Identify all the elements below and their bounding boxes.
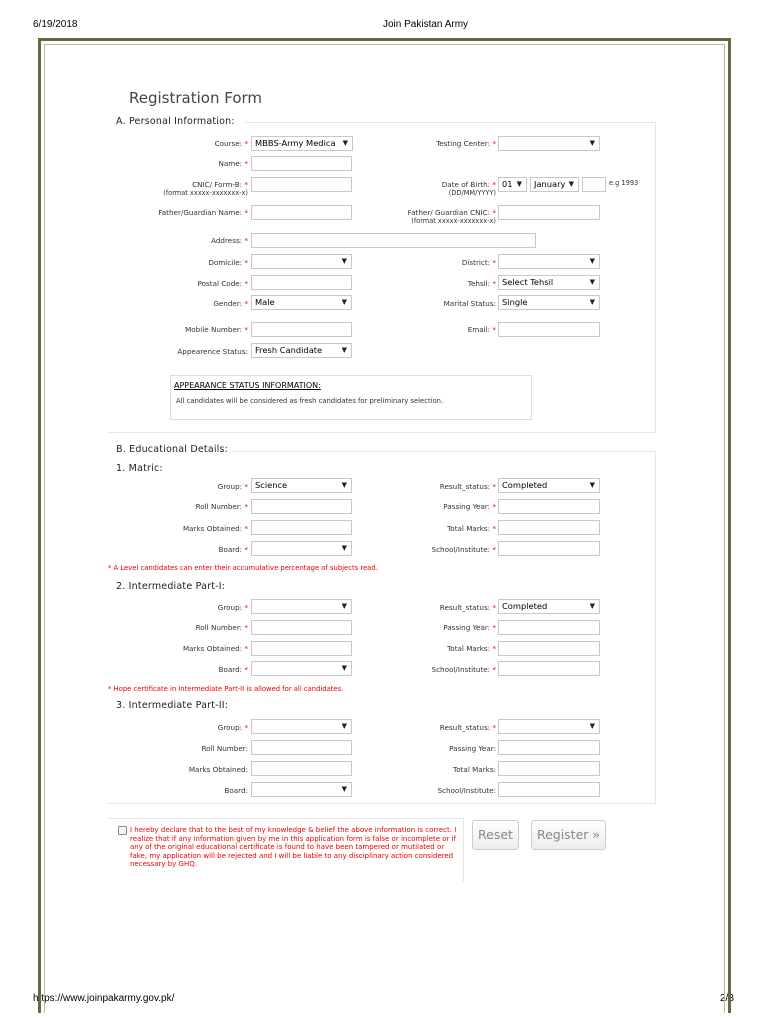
postal-code-input[interactable] <box>251 275 352 290</box>
matric-school-input[interactable] <box>498 541 600 556</box>
matric-total-label: Total Marks: * <box>447 524 496 533</box>
matric-year-input[interactable] <box>498 499 600 514</box>
inter1-year-input[interactable] <box>498 620 600 635</box>
fieldset-border <box>108 432 656 433</box>
chevron-down-icon: ▼ <box>341 664 347 672</box>
inter1-board-label: Board: * <box>218 665 248 674</box>
mobile-input[interactable] <box>251 322 352 337</box>
dob-format-hint: (DD/MM/YYYY) <box>448 189 496 197</box>
father-name-label: Father/Guardian Name: * <box>158 208 248 217</box>
print-url: https://www.joinpakarmy.gov.pk/ <box>33 993 175 1004</box>
tehsil-select[interactable]: Select Tehsil ▼ <box>498 275 600 290</box>
matric-note: * A Level candidates can enter their accumulative percentage of subjects read. <box>108 564 378 572</box>
inter1-roll-input[interactable] <box>251 620 352 635</box>
page-title: Registration Form <box>129 89 263 107</box>
inter1-group-select[interactable] <box>251 599 352 614</box>
inter1-year-label: Passing Year: * <box>443 623 496 632</box>
email-input[interactable] <box>498 322 600 337</box>
postal-code-label: Postal Code: * <box>197 279 248 288</box>
register-button[interactable]: Register » <box>531 820 606 850</box>
matric-result-select[interactable]: Completed ▼ <box>498 478 600 493</box>
inter1-note: * Hope certificate in Intermediate Part-II is allowed for all candidates. <box>108 685 344 693</box>
chevron-down-icon: ▼ <box>589 298 595 306</box>
fieldset-border <box>655 122 656 432</box>
inter2-result-select[interactable] <box>498 719 600 734</box>
cnic-format-hint: (format xxxxx-xxxxxxx-x) <box>163 189 248 197</box>
matric-group-label: Group: * <box>217 482 248 491</box>
declaration-border <box>108 818 463 819</box>
chevron-down-icon: ▼ <box>341 722 347 730</box>
inter1-total-input[interactable] <box>498 641 600 656</box>
fieldset-border <box>655 451 656 803</box>
inter1-school-input[interactable] <box>498 661 600 676</box>
inter1-total-label: Total Marks: * <box>447 644 496 653</box>
inter1-school-label: School/Institute: * <box>431 665 496 674</box>
inter2-group-select[interactable] <box>251 719 352 734</box>
inter1-marks-label: Marks Obtained: * <box>182 644 248 653</box>
inter1-board-select[interactable] <box>251 661 352 676</box>
dob-year-hint: e.g 1993 <box>609 179 639 187</box>
course-label: Course: * <box>214 139 248 148</box>
inter1-marks-input[interactable] <box>251 641 352 656</box>
matric-roll-input[interactable] <box>251 499 352 514</box>
chevron-down-icon: ▼ <box>516 180 522 188</box>
chevron-down-icon: ▼ <box>341 602 347 610</box>
dob-month-select[interactable]: January ▼ <box>530 177 579 192</box>
inter1-group-label: Group: * <box>217 603 248 612</box>
address-input[interactable] <box>251 233 536 248</box>
inter2-board-label: Board: <box>224 786 248 795</box>
inter1-heading: 2. Intermediate Part-I: <box>116 581 226 592</box>
inter2-marks-label: Marks Obtained: <box>188 765 248 774</box>
fieldset-border <box>245 122 655 123</box>
matric-board-label: Board: * <box>218 545 248 554</box>
father-cnic-label: Father/ Guardian CNIC: * <box>407 208 496 217</box>
name-input[interactable] <box>251 156 352 171</box>
matric-total-input[interactable] <box>498 520 600 535</box>
inter2-roll-input[interactable] <box>251 740 352 755</box>
reset-button[interactable]: Reset <box>472 820 519 850</box>
gender-select[interactable]: Male ▼ <box>251 295 352 310</box>
inter1-result-select[interactable]: Completed ▼ <box>498 599 600 614</box>
chevron-down-icon: ▼ <box>341 544 347 552</box>
father-cnic-input[interactable] <box>498 205 600 220</box>
appearance-status-select[interactable]: Fresh Candidate ▼ <box>251 343 352 358</box>
inter2-group-label: Group: * <box>217 723 248 732</box>
print-date: 6/19/2018 <box>33 19 78 30</box>
chevron-down-icon: ▼ <box>341 346 347 354</box>
appearance-status-label: Appearence Status: <box>177 347 248 356</box>
matric-board-select[interactable] <box>251 541 352 556</box>
chevron-down-icon: ▼ <box>589 722 595 730</box>
matric-school-label: School/Institute: * <box>431 545 496 554</box>
father-cnic-format-hint: (format xxxxx-xxxxxxx-x) <box>411 217 496 225</box>
cnic-input[interactable] <box>251 177 352 192</box>
father-name-input[interactable] <box>251 205 352 220</box>
dob-year-input[interactable] <box>582 177 606 192</box>
appearance-info-text: All candidates will be considered as fresh candidates for preliminary selection. <box>176 397 444 405</box>
appearance-info-title: APPEARANCE STATUS INFORMATION: <box>174 381 321 390</box>
inter2-total-label: Total Marks: <box>453 765 496 774</box>
matric-year-label: Passing Year: * <box>443 502 496 511</box>
marital-status-select[interactable]: Single ▼ <box>498 295 600 310</box>
inter1-roll-label: Roll Number: * <box>195 623 248 632</box>
email-label: Email: * <box>467 325 496 334</box>
testing-center-label: Testing Center: * <box>436 139 496 148</box>
chevron-down-icon: ▼ <box>341 481 347 489</box>
cnic-label: CNIC/ Form-B: * <box>192 180 248 189</box>
dob-day-select[interactable]: 01 ▼ <box>498 177 527 192</box>
address-label: Address: * <box>211 236 248 245</box>
chevron-down-icon: ▼ <box>341 257 347 265</box>
testing-center-select[interactable] <box>498 136 600 151</box>
name-label: Name: * <box>218 159 248 168</box>
chevron-down-icon: ▼ <box>589 602 595 610</box>
fieldset-border <box>232 451 655 452</box>
inter2-board-select[interactable] <box>251 782 352 797</box>
domicile-select[interactable] <box>251 254 352 269</box>
tehsil-label: Tehsil: * <box>467 279 496 288</box>
matric-roll-label: Roll Number: * <box>195 502 248 511</box>
inter2-year-label: Passing Year: <box>449 744 496 753</box>
domicile-label: Domicile: * <box>208 258 248 267</box>
matric-marks-input[interactable] <box>251 520 352 535</box>
inter2-marks-input[interactable] <box>251 761 352 776</box>
print-title: Join Pakistan Army <box>383 19 469 30</box>
chevron-down-icon: ▼ <box>589 481 595 489</box>
chevron-down-icon: ▼ <box>589 139 595 147</box>
inter1-result-label: Result_status: * <box>439 603 496 612</box>
inter2-result-label: Result_status: * <box>439 723 496 732</box>
inter2-total-input[interactable] <box>498 761 600 776</box>
declaration-border <box>463 818 464 882</box>
dob-label: Date of Birth: * <box>441 180 496 189</box>
inter2-school-label: School/Institute: <box>437 786 496 795</box>
chevron-down-icon: ▼ <box>341 785 347 793</box>
chevron-down-icon: ▼ <box>568 180 574 188</box>
declaration-text: I hereby declare that to the best of my knowledge & belief the above information is correct. I realize that if any information given by me in this application form is false or incomplete or if any of the original educational certificate is found to have been tampered or mutilated or fake, my application will be rejected and I will be liable to any disciplinary action considered necessary by GHQ. <box>130 826 457 869</box>
course-select[interactable]: MBBS-Army Medica ▼ <box>251 136 353 151</box>
mobile-label: Mobile Number: * <box>185 325 248 334</box>
declaration-checkbox[interactable] <box>118 826 127 835</box>
gender-label: Gender: * <box>213 299 248 308</box>
inter2-heading: 3. Intermediate Part-II: <box>116 700 229 711</box>
matric-marks-label: Marks Obtained: * <box>182 524 248 533</box>
inter2-school-input[interactable] <box>498 782 600 797</box>
chevron-down-icon: ▼ <box>589 278 595 286</box>
district-label: District: * <box>461 258 496 267</box>
section-personal-heading: A. Personal Information: <box>116 116 235 127</box>
print-page-number: 2/3 <box>720 993 734 1004</box>
chevron-down-icon: ▼ <box>589 257 595 265</box>
inter2-roll-label: Roll Number: <box>201 744 248 753</box>
fieldset-border <box>108 803 656 804</box>
section-education-heading: B. Educational Details: <box>116 444 229 455</box>
matric-heading: 1. Matric: <box>116 463 163 474</box>
matric-result-label: Result_status: * <box>439 482 496 491</box>
chevron-down-icon: ▼ <box>341 298 347 306</box>
inter2-year-input[interactable] <box>498 740 600 755</box>
chevron-down-icon: ▼ <box>342 139 348 147</box>
district-select[interactable] <box>498 254 600 269</box>
marital-status-label: Marital Status: <box>443 299 496 308</box>
matric-group-select[interactable]: Science ▼ <box>251 478 352 493</box>
